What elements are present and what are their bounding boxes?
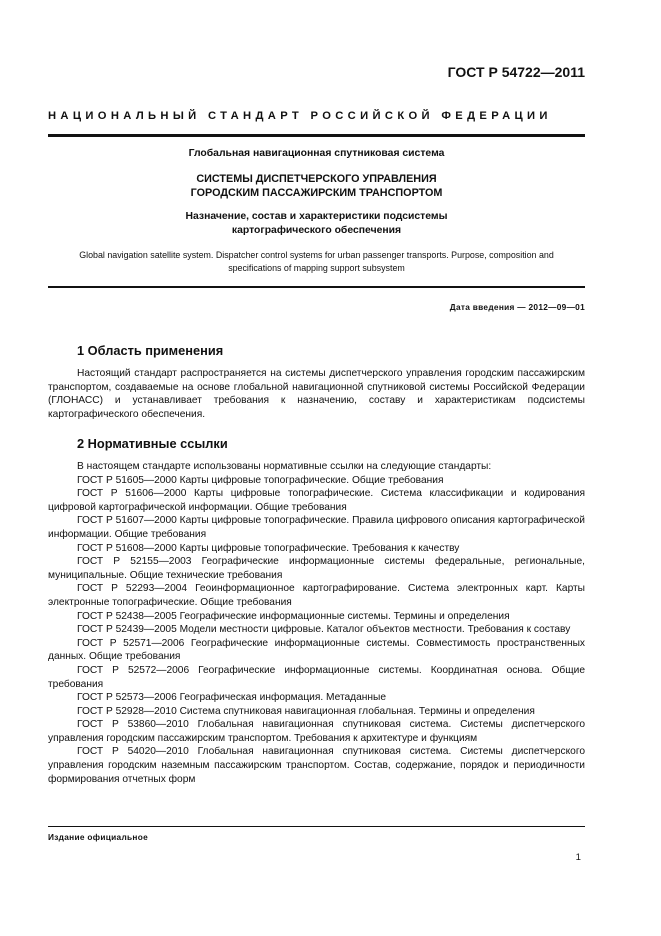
reference-item: ГОСТ Р 52572—2006 Географические информационные системы. Координатная основа. Общие требования — [48, 664, 585, 690]
reference-item: ГОСТ Р 52571—2006 Географические информационные системы. Совместимость пространственных данных. Общие требования — [48, 637, 585, 663]
references-intro: В настоящем стандарте использованы нормативные ссылки на следующие стандарты: — [77, 461, 492, 472]
reference-item: ГОСТ Р 52155—2003 Географические информационные системы федеральные, региональные, муниципальные. Общие технические требования — [48, 556, 585, 581]
document-code: ГОСТ Р 54722—2011 — [447, 64, 585, 80]
english-title — [48, 249, 585, 275]
english-title-line-2: specifications of mapping support subsystem — [228, 263, 405, 273]
main-title-line-1: СИСТЕМЫ ДИСПЕТЧЕРСКОГО УПРАВЛЕНИЯ — [196, 173, 437, 185]
page-number: 1 — [575, 852, 581, 863]
footer-rule — [48, 826, 585, 827]
subtitle-line-1: Назначение, состав и характеристики подсистемы — [185, 211, 448, 222]
reference-item: ГОСТ Р 52439—2005 Модели местности цифровые. Каталог объектов местности. Требования к составу — [77, 624, 571, 636]
reference-item: ГОСТ Р 54020—2010 Глобальная навигационная спутниковая система. Системы диспетчерского управления городским наземным пассажирским транспортом. Состав, содержание, порядок и периодичности формирования отчетных форм — [48, 746, 585, 785]
top-rule — [48, 134, 585, 137]
middle-rule — [48, 286, 585, 288]
section-scope — [48, 343, 585, 421]
national-standard-heading: НАЦИОНАЛЬНЫЙ СТАНДАРТ РОССИЙСКОЙ ФЕДЕРАЦИИ — [48, 110, 552, 122]
main-title — [48, 172, 585, 200]
official-edition-label: Издание официальное — [48, 832, 149, 842]
english-title-line-1: Global navigation satellite system. Dispatcher control systems for urban passenger transports. Purpose, composition and — [79, 250, 554, 260]
reference-item: ГОСТ Р 52293—2004 Геоинформационное картографирование. Система электронных карт. Карты электронные топографические. Общие требования — [48, 583, 585, 608]
introduction-date: Дата введения — 2012—09—01 — [449, 302, 585, 312]
reference-item: ГОСТ Р 52928—2010 Система спутниковая навигационная глобальная. Термины и определения — [77, 705, 535, 717]
section-2-heading: 2 Нормативные ссылки — [77, 436, 228, 451]
reference-item: ГОСТ Р 51606—2000 Карты цифровые топографические. Система классификации и кодирования цифровой картографической информации. Общие требования — [48, 488, 585, 513]
reference-item: ГОСТ Р 52438—2005 Географические информационные системы. Термины и определения — [77, 610, 510, 622]
reference-item: ГОСТ Р 51605—2000 Карты цифровые топографические. Общие требования — [77, 474, 444, 486]
subtitle — [48, 210, 585, 237]
main-title-line-2: ГОРОДСКИМ ПАССАЖИРСКИМ ТРАНСПОРТОМ — [190, 187, 443, 199]
references-list — [48, 460, 585, 786]
section-1-paragraph: Настоящий стандарт распространяется на системы диспетчерского управления городским пассажирским транспортом, создаваемые на основе глобальной навигационной спутниковой системы Российской Федерации (ГЛОНАСС) и устанавливает требования к назначению, составу и характеристикам подсистемы картографического обеспечения. — [48, 368, 585, 420]
series-title: Глобальная навигационная спутниковая система — [188, 148, 445, 159]
section-normative-references — [48, 436, 585, 786]
reference-item: ГОСТ Р 51607—2000 Карты цифровые топографические. Правила цифрового описания картографической информации. Общие требования — [48, 515, 585, 540]
section-1-heading: 1 Область применения — [77, 343, 224, 358]
reference-item: ГОСТ Р 51608—2000 Карты цифровые топографические. Требования к качеству — [77, 542, 460, 554]
subtitle-line-2: картографического обеспечения — [231, 224, 402, 236]
reference-item: ГОСТ Р 52573—2006 Географическая информация. Метаданные — [77, 692, 387, 704]
reference-item: ГОСТ Р 53860—2010 Глобальная навигационная спутниковая система. Системы диспетчерского управления городским пассажирским транспортом. Требования к архитектуре и функциям — [48, 719, 585, 744]
